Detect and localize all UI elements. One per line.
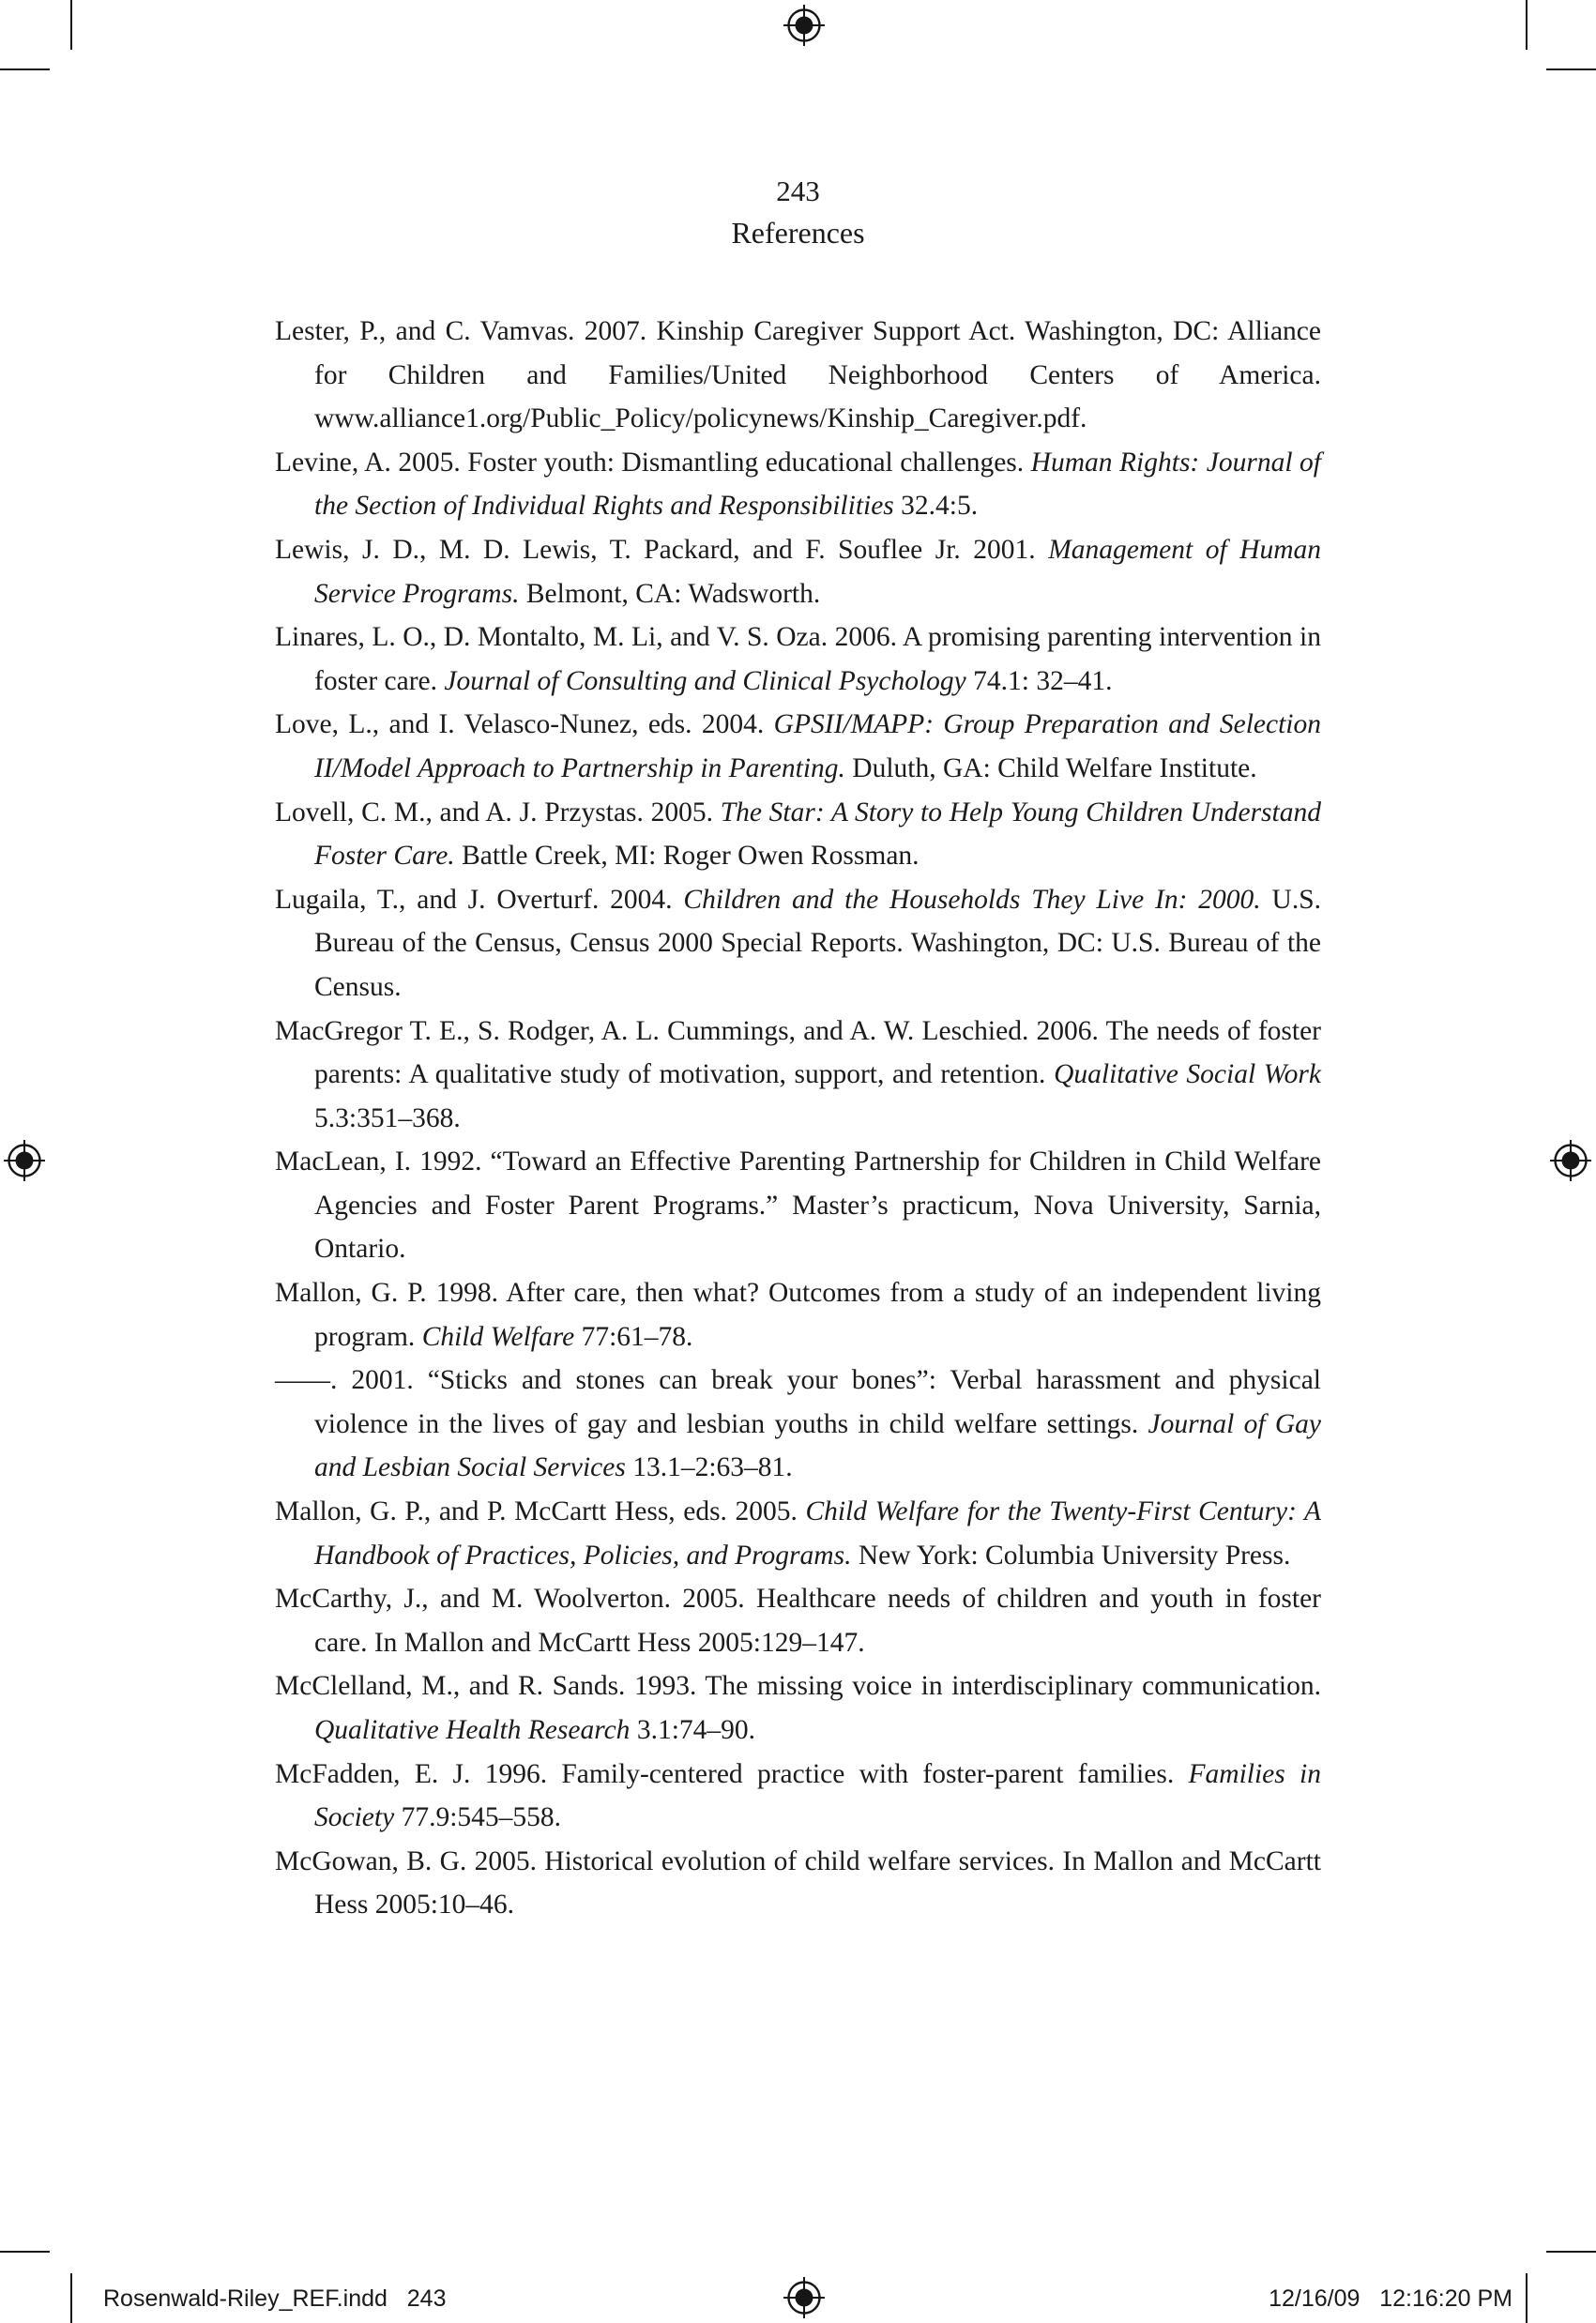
registration-mark-icon bbox=[0, 1131, 54, 1191]
footer-filename: Rosenwald-Riley_REF.indd 243 bbox=[103, 2285, 447, 2312]
trim-mark bbox=[70, 0, 72, 50]
registration-mark-icon bbox=[774, 0, 834, 55]
trim-mark bbox=[70, 2273, 72, 2323]
reference-entry: Mallon, G. P. 1998. After care, then what? Outcomes from a study of an independent living program. Child Welfare 77:61–78. bbox=[275, 1278, 1321, 1352]
references-list bbox=[275, 310, 1321, 1927]
trim-mark bbox=[1526, 0, 1528, 50]
reference-entry: ——. 2001. “Sticks and stones can break your bones”: Verbal harassment and physical violence in the lives of gay and lesbian youths in child welfare settings. Journal of Gay and Lesbian Social Services 13.1–2:63–81. bbox=[275, 1365, 1321, 1483]
trim-mark bbox=[0, 2251, 50, 2253]
reference-entry: McClelland, M., and R. Sands. 1993. The missing voice in interdisciplinary communication. Qualitative Health Research 3.1:74–90. bbox=[275, 1671, 1321, 1745]
trim-mark bbox=[0, 68, 50, 70]
reference-entry: MacGregor T. E., S. Rodger, A. L. Cummings, and A. W. Leschied. 2006. The needs of foster parents: A qualitative study of motivation, support, and retention. Qualitative Social Work 5.3:351–368. bbox=[275, 1015, 1321, 1133]
registration-mark-icon bbox=[774, 2268, 834, 2323]
reference-entry: Mallon, G. P., and P. McCartt Hess, eds. 2005. Child Welfare for the Twenty-First Century: A Handbook of Practices, Policies, and Programs. New York: Columbia University Press. bbox=[275, 1496, 1321, 1571]
reference-entry: McGowan, B. G. 2005. Historical evolution of child welfare services. In Mallon and McCartt Hess 2005:10–46. bbox=[275, 1845, 1321, 1921]
reference-entry: Lester, P., and C. Vamvas. 2007. Kinship Caregiver Support Act. Washington, DC: Alliance for Children and Families/United Neighborhood Centers of America. www.alliance1.org/Public_Policy/policynews/Kinship_Caregiver.pdf. bbox=[275, 316, 1321, 434]
trim-mark bbox=[1546, 2251, 1596, 2253]
reference-entry: McFadden, E. J. 1996. Family-centered practice with foster-parent families. Families in Society 77.9:545–558. bbox=[275, 1758, 1321, 1833]
registration-mark-icon bbox=[1541, 1131, 1596, 1191]
trim-mark bbox=[1546, 68, 1596, 70]
footer-timestamp: 12/16/09 12:16:20 PM bbox=[1269, 2285, 1512, 2312]
trim-mark bbox=[1526, 2273, 1528, 2323]
reference-entry: Love, L., and I. Velasco-Nunez, eds. 2004. GPSII/MAPP: Group Preparation and Selection II/Model Approach to Partnership in Parenting. Duluth, GA: Child Welfare Institute. bbox=[275, 709, 1321, 783]
reference-entry: Linares, L. O., D. Montalto, M. Li, and V. S. Oza. 2006. A promising parenting intervention in foster care. Journal of Consulting and Clinical Psychology 74.1: 32–41. bbox=[275, 622, 1321, 696]
reference-entry: Levine, A. 2005. Foster youth: Dismantling educational challenges. Human Rights: Journal of the Section of Individual Rights and Responsibilities 32.4:5. bbox=[275, 447, 1321, 522]
reference-entry: Lugaila, T., and J. Overturf. 2004. Children and the Households They Live In: 2000. U.S. Bureau of the Census, Census 2000 Special Reports. Washington, DC: U.S. Bureau of the Census. bbox=[275, 884, 1321, 1002]
reference-entry: McCarthy, J., and M. Woolverton. 2005. Healthcare needs of children and youth in foster care. In Mallon and McCartt Hess 2005:129–147. bbox=[275, 1584, 1321, 1658]
page-number: 243 bbox=[776, 175, 820, 207]
page-title: References bbox=[731, 216, 865, 250]
reference-entry: Lewis, J. D., M. D. Lewis, T. Packard, and F. Souflee Jr. 2001. Management of Human Service Programs. Belmont, CA: Wadsworth. bbox=[275, 534, 1321, 609]
reference-entry: MacLean, I. 1992. “Toward an Effective Parenting Partnership for Children in Child Welfare Agencies and Foster Parent Programs.” Master’s practicum, Nova University, Sarnia, Ontario. bbox=[275, 1146, 1321, 1265]
reference-entry: Lovell, C. M., and A. J. Przystas. 2005. The Star: A Story to Help Young Children Understand Foster Care. Battle Creek, MI: Roger Owen Rossman. bbox=[275, 797, 1321, 872]
